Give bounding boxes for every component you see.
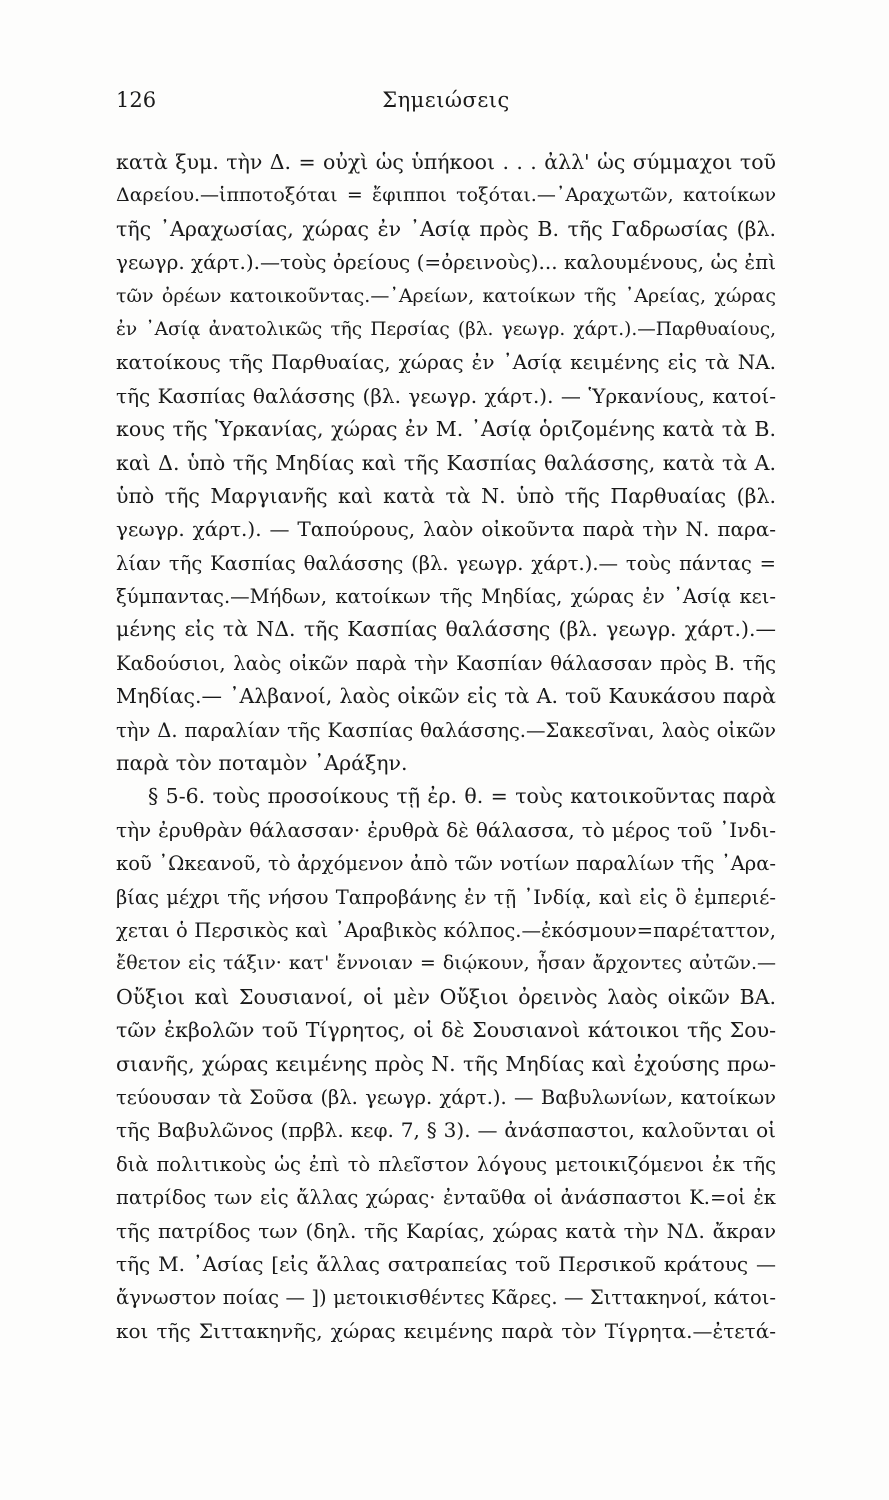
text-line: γεωγρ. χάρτ.). — Ταπούρους, λαὸν οἰκοῦντα παρὰ τὴν Ν. παρα- bbox=[116, 517, 776, 542]
text-line: κατὰ ξυμ. τὴν Δ. = οὐχὶ ὡς ὑπήκοοι . . . ἀλλ' ὡς σύμμαχοι τοῦ bbox=[116, 150, 776, 174]
text-line: τῆς Μ. ᾿Ασίας [εἰς ἄλλας σατραπείας τοῦ Περσικοῦ κράτους — bbox=[116, 1251, 776, 1276]
text-line: κοι τῆς Σιττακηνῆς, χώρας κειμένης παρὰ τὸν Τίγρητα.—ἐτετά- bbox=[116, 1318, 776, 1343]
text-line: σιανῆς, χώρας κειμένης πρὸς Ν. τῆς Μηδίας καὶ ἐχούσης πρω- bbox=[116, 1051, 776, 1076]
text-line: διὰ πολιτικοὺς ὡς ἐπὶ τὸ πλεῖστον λόγους μετοικιζόμενοι ἐκ τῆς bbox=[116, 1152, 776, 1176]
text-line: βίας μέχρι τῆς νήσου Ταπροβάνης ἐν τῇ ᾿Ινδίᾳ, καὶ εἰς ὃ ἐμπεριέ- bbox=[116, 885, 776, 909]
text-line: τεύουσαν τὰ Σοῦσα (βλ. γεωγρ. χάρτ.). — Βαβυλωνίων, κατοίκων bbox=[116, 1085, 776, 1109]
paragraph-end-line: παρὰ τὸν ποταμὸν ᾿Αράξην. bbox=[116, 751, 408, 776]
text-line: Δαρείου.—ἱπποτοξόται = ἔφιπποι τοξόται.—᾿Αραχωτῶν, κατοίκων bbox=[116, 184, 776, 207]
text-line: τῶν ἐκβολῶν τοῦ Τίγρητος, οἱ δὲ Σουσιανοὶ κάτοικοι τῆς Σου- bbox=[116, 1018, 776, 1043]
text-line: τὴν ἐρυθρὰν θάλασσαν· ἐρυθρὰ δὲ θάλασσα, τὸ μέρος τοῦ ᾿Ινδι- bbox=[116, 817, 776, 842]
text-line: τὴν Δ. παραλίαν τῆς Κασπίας θαλάσσης.—Σακεσῖναι, λαὸς οἰκῶν bbox=[116, 718, 776, 742]
text-line: ἔθετον εἰς τάξιν· κατ' ἔννοιαν = διῴκουν, ἦσαν ἄρχοντες αὐτῶν.— bbox=[116, 952, 776, 975]
text-line: Οὔξιοι καὶ Σουσιανοί, οἱ μὲν Οὔξιοι ὀρεινὸς λαὸς οἰκῶν ΒΑ. bbox=[116, 984, 776, 1009]
text-line: κατοίκους τῆς Παρθυαίας, χώρας ἐν ᾿Ασίᾳ κειμένης εἰς τὰ ΝΑ. bbox=[116, 350, 776, 375]
text-line: λίαν τῆς Κασπίας θαλάσσης (βλ. γεωγρ. χάρτ.).— τοὺς πάντας = bbox=[116, 551, 776, 575]
text-line: Μηδίας.— ᾿Αλβανοί, λαὸς οἰκῶν εἰς τὰ Α. τοῦ Καυκάσου παρὰ bbox=[116, 684, 776, 709]
text-line: καὶ Δ. ὑπὸ τῆς Μηδίας καὶ τῆς Κασπίας θαλάσσης, κατὰ τὰ Α. bbox=[116, 450, 776, 475]
text-line: τῆς Κασπίας θαλάσσης (βλ. γεωγρ. χάρτ.). — Ὑρκανίους, κατοί- bbox=[116, 383, 776, 408]
text-line: τῆς ᾿Αραχωσίας, χώρας ἐν ᾿Ασίᾳ πρὸς Β. τῆς Γαδρωσίας (βλ. bbox=[116, 216, 776, 241]
text-line: κους τῆς Ὑρκανίας, χώρας ἐν Μ. ᾿Ασίᾳ ὁριζομένης κατὰ τὰ Β. bbox=[116, 417, 776, 442]
notes-text bbox=[116, 146, 776, 1348]
text-line: τῆς πατρίδος των (δηλ. τῆς Καρίας, χώρας κατὰ τὴν ΝΔ. ἄκραν bbox=[116, 1218, 776, 1243]
text-line: πατρίδος των εἰς ἄλλας χώρας· ἐνταῦθα οἱ ἀνάσπαστοι Κ.=οἱ ἐκ bbox=[116, 1186, 776, 1210]
text-line: ὑπὸ τῆς Μαργιανῆς καὶ κατὰ τὰ Ν. ὑπὸ τῆς Παρθυαίας (βλ. bbox=[116, 483, 776, 508]
text-line: Καδούσιοι, λαὸς οἰκῶν παρὰ τὴν Κασπίαν θάλασσαν πρὸς Β. τῆς bbox=[116, 651, 776, 675]
text-line: χεται ὁ Περσικὸς καὶ ᾿Αραβικὸς κόλπος.—ἐκόσμουν=παρέταττον, bbox=[116, 918, 776, 942]
paragraph-start-line: § 5-6. τοὺς προσοίκους τῇ ἐρ. θ. = τοὺς κατοικοῦντας παρὰ bbox=[148, 784, 776, 809]
text-line: κοῦ ᾿Ωκεανοῦ, τὸ ἀρχόμενον ἀπὸ τῶν νοτίων παραλίων τῆς ᾿Αρα- bbox=[116, 852, 776, 876]
text-line: ἄγνωστον ποίας — ]) μετοικισθέντες Κᾶρες. — Σιττακηνοί, κάτοι- bbox=[116, 1286, 776, 1310]
page-number: 126 bbox=[116, 88, 157, 112]
text-line: ἐν ᾿Ασίᾳ ἀνατολικῶς τῆς Περσίας (βλ. γεωγρ. χάρτ.).—Παρθυαίους, bbox=[116, 318, 776, 340]
page-header bbox=[116, 88, 776, 118]
text-line: τῆς Βαβυλῶνος (πρβλ. κεφ. 7, § 3). — ἀνάσπαστοι, καλοῦνται οἱ bbox=[116, 1118, 776, 1143]
text-line: μένης εἰς τὰ ΝΔ. τῆς Κασπίας θαλάσσης (βλ. γεωγρ. χάρτ.).— bbox=[116, 617, 776, 642]
text-line: γεωγρ. χάρτ.).—τοὺς ὀρείους (=ὀρεινοὺς)... καλουμένους, ὡς ἐπὶ bbox=[116, 250, 776, 275]
text-line: ξύμπαντας.—Μήδων, κατοίκων τῆς Μηδίας, χώρας ἐν ᾿Ασίᾳ κει- bbox=[116, 585, 776, 609]
running-title: Σημειώσεις bbox=[382, 88, 510, 112]
text-line: τῶν ὀρέων κατοικοῦντας.—᾿Αρείων, κατοίκων τῆς ᾿Αρείας, χώρας bbox=[116, 284, 776, 307]
